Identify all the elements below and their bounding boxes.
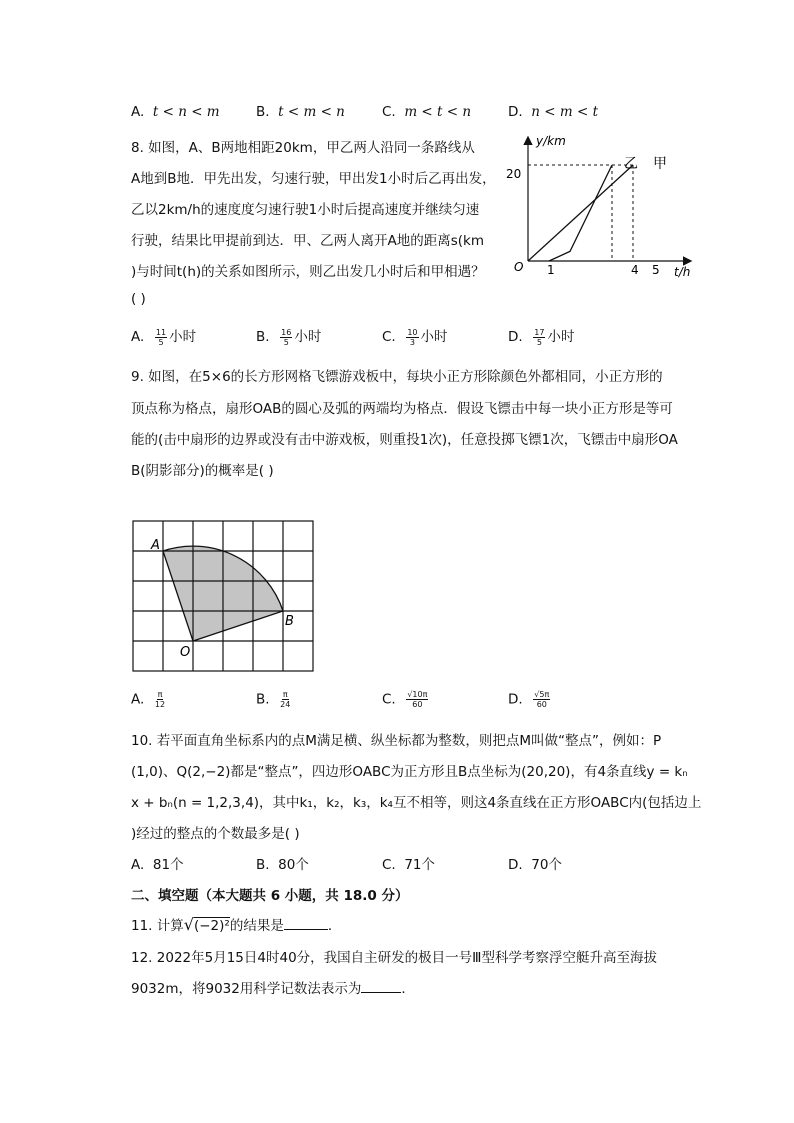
q11-line: 11. 计算√(−2)²的结果是 ． (131, 915, 342, 934)
q8-option-c[interactable]: C. $\frac{10}{3}$ 小时 (382, 327, 448, 347)
q9-line-2: 顶点称为格点，扇形OAB的圆心及弧的两端均为格点．假设飞镖击中每一块小正方形是等可 (131, 401, 673, 417)
q9-line-4: B(阴影部分)的概率是( ) (131, 463, 274, 479)
q9-grid-figure (125, 515, 325, 680)
q9-line-1: 9. 如图，在5×6的长方形网格飞镖游戏板中，每块小正方形除颜色外都相同，小正方形的 (131, 369, 663, 385)
q10-option-b[interactable]: B. 80个 (256, 857, 309, 873)
q8-line-6: ( ) (131, 291, 146, 307)
x-tick-1: 1 (547, 263, 555, 277)
q7-option-a[interactable]: A. t < n < m (131, 104, 220, 120)
q8-option-b[interactable]: B. $\frac{16}{5}$ 小时 (256, 327, 322, 347)
q8-line-2: A地到B地．甲先出发，匀速行驶，甲出发1小时后乙再出发， (131, 171, 496, 187)
q8-chart (500, 130, 700, 280)
sqrt-icon: √ (183, 915, 194, 934)
q7-option-b[interactable]: B. t < m < n (256, 104, 345, 120)
section-2-title: 二、填空题（本大题共 6 小题，共 18.0 分） (131, 888, 409, 904)
label-yi: 乙 (624, 156, 638, 172)
q8-option-a[interactable]: A. $\frac{11}{5}$ 小时 (131, 327, 197, 347)
y-tick-20: 20 (506, 167, 522, 181)
q8-option-d[interactable]: D. $\frac{17}{5}$ 小时 (508, 327, 575, 347)
origin-label: O (514, 260, 524, 274)
q8-line-5: )与时间t(h)的关系如图所示，则乙出发几小时后和甲相遇？ (131, 264, 485, 280)
y-axis-label: y/km (536, 134, 566, 148)
q10-option-a[interactable]: A. 81个 (131, 857, 184, 873)
grid-lines (133, 521, 313, 671)
q7-option-d[interactable]: D. n < m < t (508, 104, 598, 120)
point-b-label: B (285, 614, 294, 629)
point-o-label: O (180, 645, 191, 660)
x-tick-5: 5 (652, 263, 660, 277)
q11-prefix: 11. 计算 (131, 918, 184, 934)
x-axis-label: t/h (674, 265, 691, 279)
q11-radicand: (−2)² (193, 918, 230, 934)
q12-line-1: 12. 2022年5月15日4时40分，我国自主研发的极目一号Ⅲ型科学考察浮空艇升高至海拔 (131, 950, 657, 966)
label-jia: 甲 (653, 156, 667, 172)
q9-option-d[interactable]: D. $\frac{√5\pi}{60}$ (508, 690, 550, 709)
q11-suffix: 的结果是 (229, 918, 284, 934)
q8-line-4: 行驶，结果比甲提前到达．甲、乙两人离开A地的距离s(km (131, 233, 485, 249)
q10-line-3: x + bₙ(n = 1,2,3,4)，其中k₁，k₂，k₃，k₄互不相等，则这4条直线在正方形OABC内(包括边上 (131, 795, 702, 811)
q9-line-3: 能的(击中扇形的边界或没有击中游戏板，则重投1次)，任意投掷飞镖1次，飞镖击中扇形OA (131, 432, 678, 448)
q12-line-2: 9032m，将9032用科学记数法表示为 ． (131, 981, 415, 997)
q11-answer-blank[interactable] (284, 917, 328, 930)
q10-option-d[interactable]: D. 70个 (508, 857, 562, 873)
q9-option-a[interactable]: A. $\frac{\pi}{12}$ (131, 690, 166, 709)
point-a-label: A (151, 538, 160, 553)
q10-line-1: 10. 若平面直角坐标系内的点M满足横、纵坐标都为整数，则把点M叫做“整点”，例如：P (131, 733, 662, 749)
x-tick-4: 4 (631, 263, 639, 277)
q10-option-c[interactable]: C. 71个 (382, 857, 435, 873)
q9-option-b[interactable]: B. $\frac{\pi}{24}$ (256, 690, 291, 709)
q10-line-2: (1,0)、Q(2,−2)都是“整点”，四边形OABC为正方形且B点坐标为(20,20)，有4条直线y = kₙ (131, 764, 688, 780)
q10-line-4: )经过的整点的个数最多是( ) (131, 826, 300, 842)
q8-line-3: 乙以2km/h的速度度匀速行驶1小时后提高速度并继续匀速 (131, 202, 480, 218)
q7-option-c[interactable]: C. m < t < n (382, 104, 472, 120)
q8-line-1: 8. 如图，A、B两地相距20km，甲乙两人沿同一条路线从 (131, 140, 475, 156)
q9-option-c[interactable]: C. $\frac{√10\pi}{60}$ (382, 690, 428, 709)
series-jia-line (528, 165, 633, 261)
q12-answer-blank[interactable] (361, 980, 401, 993)
